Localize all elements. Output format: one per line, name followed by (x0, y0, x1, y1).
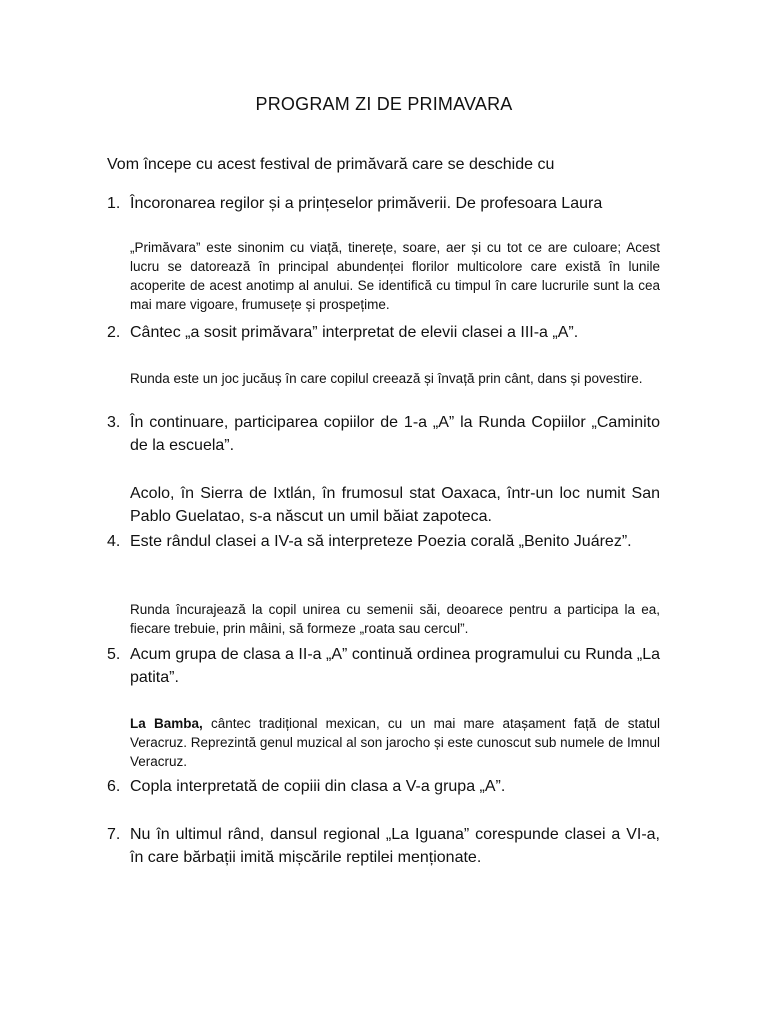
note-runda-unire: Runda încurajează la copil unirea cu semenii săi, deoarece pentru a participa la ea, fiecare trebuie, prin mâini, să formeze „roata sau cercul”. (130, 602, 660, 636)
item-text: Acum grupa de clasa a II-a „A” continuă ordinea programului cu Runda „La patita”. (130, 646, 660, 686)
paragraph-acolo: Acolo, în Sierra de Ixtlán, în frumosul stat Oaxaca, într-un loc numit San Pablo Guelatao, s-a născut un umil băiat zapoteca. (130, 485, 660, 525)
item-number: 6. (107, 778, 121, 795)
item-number: 4. (107, 533, 121, 550)
item-number: 1. (107, 195, 121, 212)
la-bamba-text: cântec tradițional mexican, cu un mai mare atașament față de statul Veracruz. Reprezintă genul muzical al son jarocho și este cunoscut sub numele de Imnul Veracruz. (130, 716, 660, 769)
note-runda: Runda este un joc jucăuș în care copilul creează și învață prin cânt, dans și povestire. (130, 371, 643, 386)
program-item-1 (107, 192, 660, 215)
item-number: 5. (107, 646, 121, 663)
program-item-2 (107, 321, 660, 344)
item-text: Încoronarea regilor și a prințeselor primăverii. De profesoara Laura (130, 195, 603, 212)
document-title: PROGRAM ZI DE PRIMAVARA (255, 94, 513, 114)
program-item-4 (107, 530, 660, 553)
item-number: 7. (107, 826, 121, 843)
program-item-5 (107, 643, 660, 689)
program-item-6 (107, 775, 660, 798)
item-text: Nu în ultimul rând, dansul regional „La Iguana” corespunde clasei a VI-a, în care bărbații imită mișcările reptilei menționate. (130, 826, 660, 866)
item-number: 3. (107, 414, 121, 431)
program-item-7 (107, 823, 660, 869)
item-text: În continuare, participarea copiilor de 1-a „A” la Runda Copiilor „Caminito de la escuela”. (130, 414, 660, 454)
note-la-bamba (130, 714, 660, 771)
intro-text: Vom începe cu acest festival de primăvară care se deschide cu (107, 156, 555, 173)
note-primavara: „Primăvara” este sinonim cu viață, tinerețe, soare, aer și cu tot ce are culoare; Acest lucru se datorează în principal abundenței florilor multicolore care există în lunile acoperite de acest anotimp al anului. Se identifică cu timpul în care lucrurile sunt la cea mai mare vigoare, frumusețe și prospețime. (130, 240, 660, 312)
item-text: Copla interpretată de copiii din clasa a V-a grupa „A”. (130, 778, 506, 795)
item-text: Este rândul clasei a IV-a să interpreteze Poezia corală „Benito Juárez”. (130, 533, 632, 550)
item-text: Cântec „a sosit primăvara” interpretat de elevii clasei a III-a „A”. (130, 324, 579, 341)
item-number: 2. (107, 324, 121, 341)
program-item-3 (107, 411, 660, 457)
la-bamba-title: La Bamba, (130, 716, 203, 731)
